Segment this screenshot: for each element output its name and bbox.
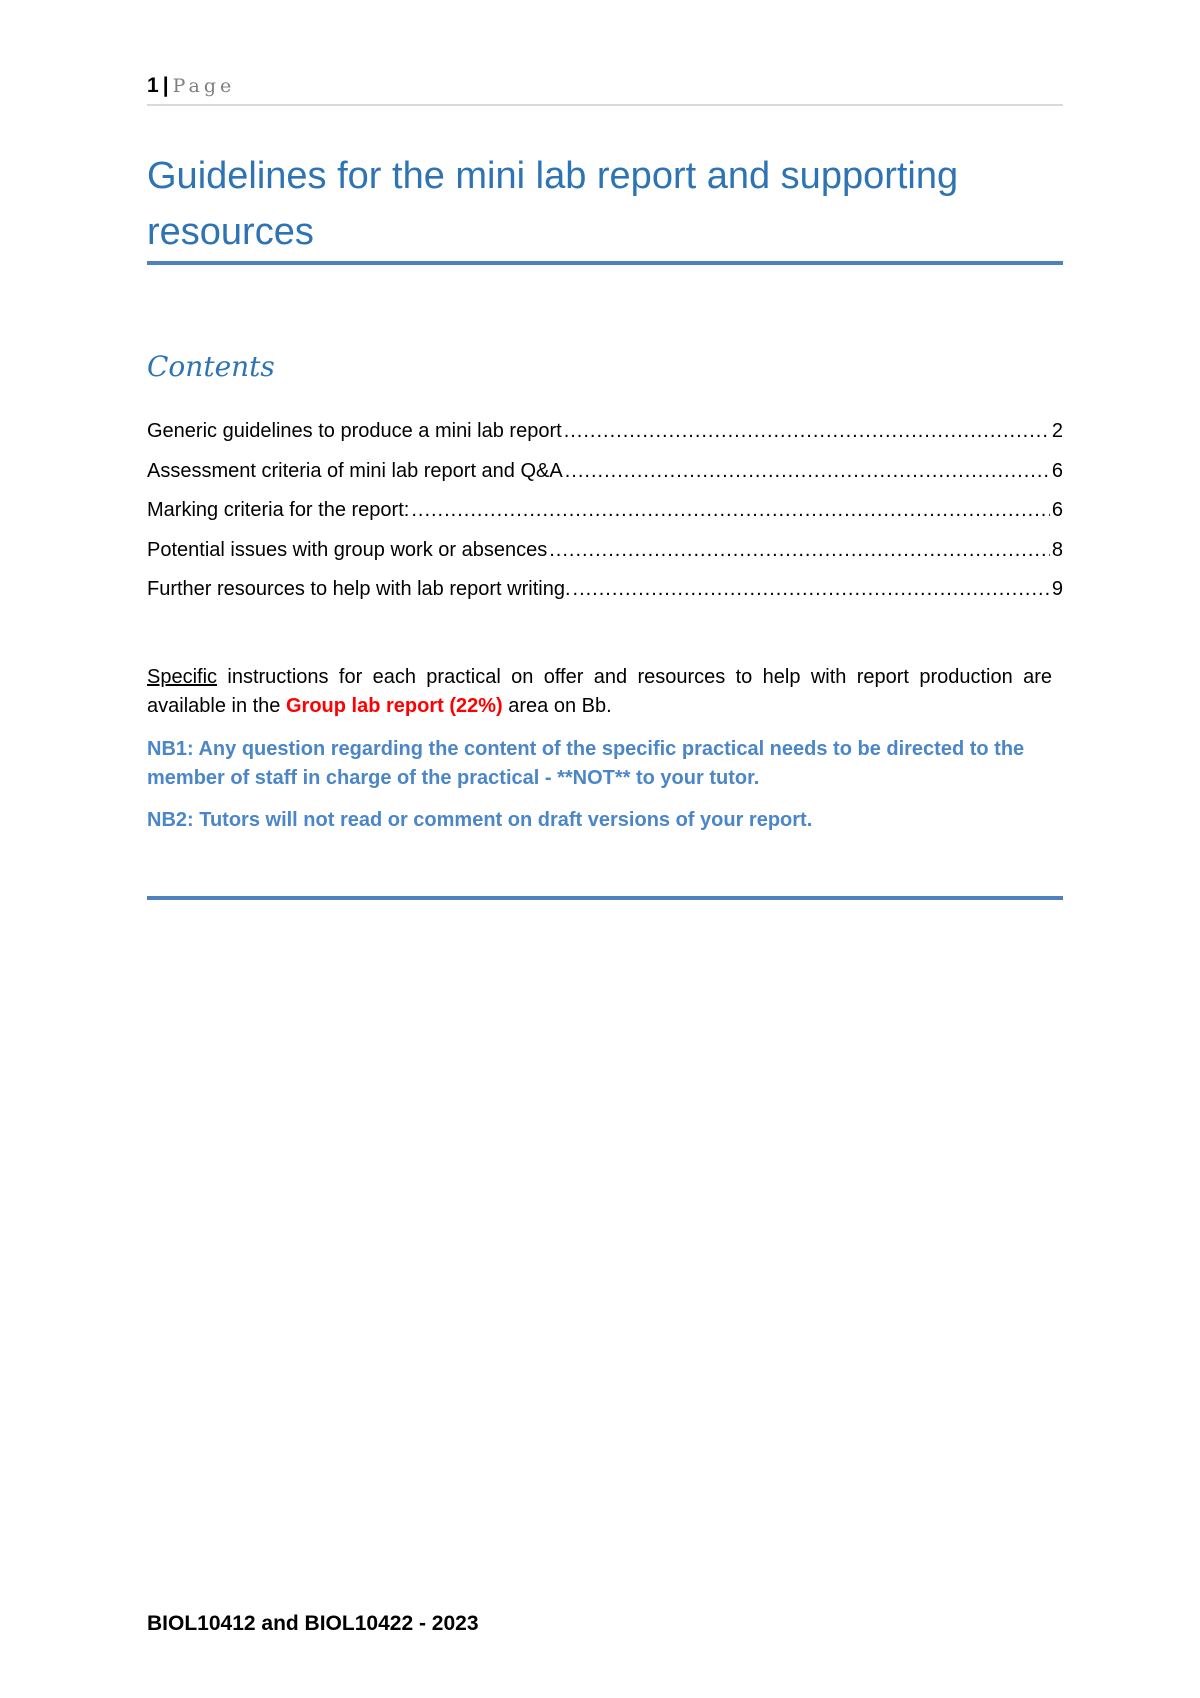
toc-entry-title: Potential issues with group work or absences (147, 538, 548, 561)
toc-entry-marking-criteria[interactable] (147, 499, 1063, 539)
toc-entry-generic-guidelines[interactable] (147, 420, 1063, 460)
toc-leader-dots (564, 420, 1050, 443)
toc-entry-title: Generic guidelines to produce a mini lab report (147, 420, 562, 442)
toc-entry-title: Assessment criteria of mini lab report and Q&A (147, 459, 563, 482)
instructions-paragraph (147, 663, 1052, 721)
page-footer: BIOL10412 and BIOL10422 - 2023 (147, 1612, 479, 1635)
toc-leader-dots (411, 499, 1050, 522)
instructions-text-end: area on Bb. (502, 695, 612, 717)
toc-leader-dots (573, 578, 1050, 601)
note-nb1: NB1: Any question regarding the content of the specific practical needs to be directed to the member of staff in charge of the practical - **NOT** to your tutor. (147, 738, 1025, 789)
title-divider (147, 261, 1063, 265)
toc-leader-dots (565, 460, 1050, 483)
toc-entry-title: Marking criteria for the report: (147, 499, 410, 521)
page-number: 1 (147, 74, 159, 97)
toc-entry-page: 2 (1051, 420, 1063, 442)
instructions-text: instructions for each practical on offer and resources to help with report production are available in the (147, 666, 1052, 717)
page-separator: | (162, 74, 169, 97)
note-nb2: NB2: Tutors will not read or comment on draft versions of your report. (147, 809, 813, 831)
document-page (147, 0, 1063, 1698)
page-header (147, 74, 1063, 106)
table-of-contents (147, 420, 1063, 618)
toc-entry-further-resources[interactable] (147, 578, 1063, 618)
toc-entry-page: 6 (1051, 459, 1063, 482)
toc-leader-dots (549, 539, 1050, 562)
toc-entry-group-work-issues[interactable] (147, 539, 1063, 579)
document-title: Guidelines for the mini lab report and supporting resources (147, 155, 959, 253)
instructions-underlined-word: Specific (147, 666, 218, 688)
toc-entry-title: Further resources to help with lab report writing. (147, 578, 571, 600)
toc-entry-page: 8 (1051, 538, 1063, 561)
group-lab-report-highlight: Group lab report (22%) (285, 695, 503, 717)
toc-entry-page: 9 (1051, 578, 1063, 600)
page-label: Page (172, 75, 236, 97)
toc-entry-assessment-criteria[interactable] (147, 460, 1063, 500)
contents-heading: Contents (147, 350, 275, 383)
section-divider (147, 896, 1063, 900)
toc-entry-page: 6 (1051, 499, 1063, 521)
